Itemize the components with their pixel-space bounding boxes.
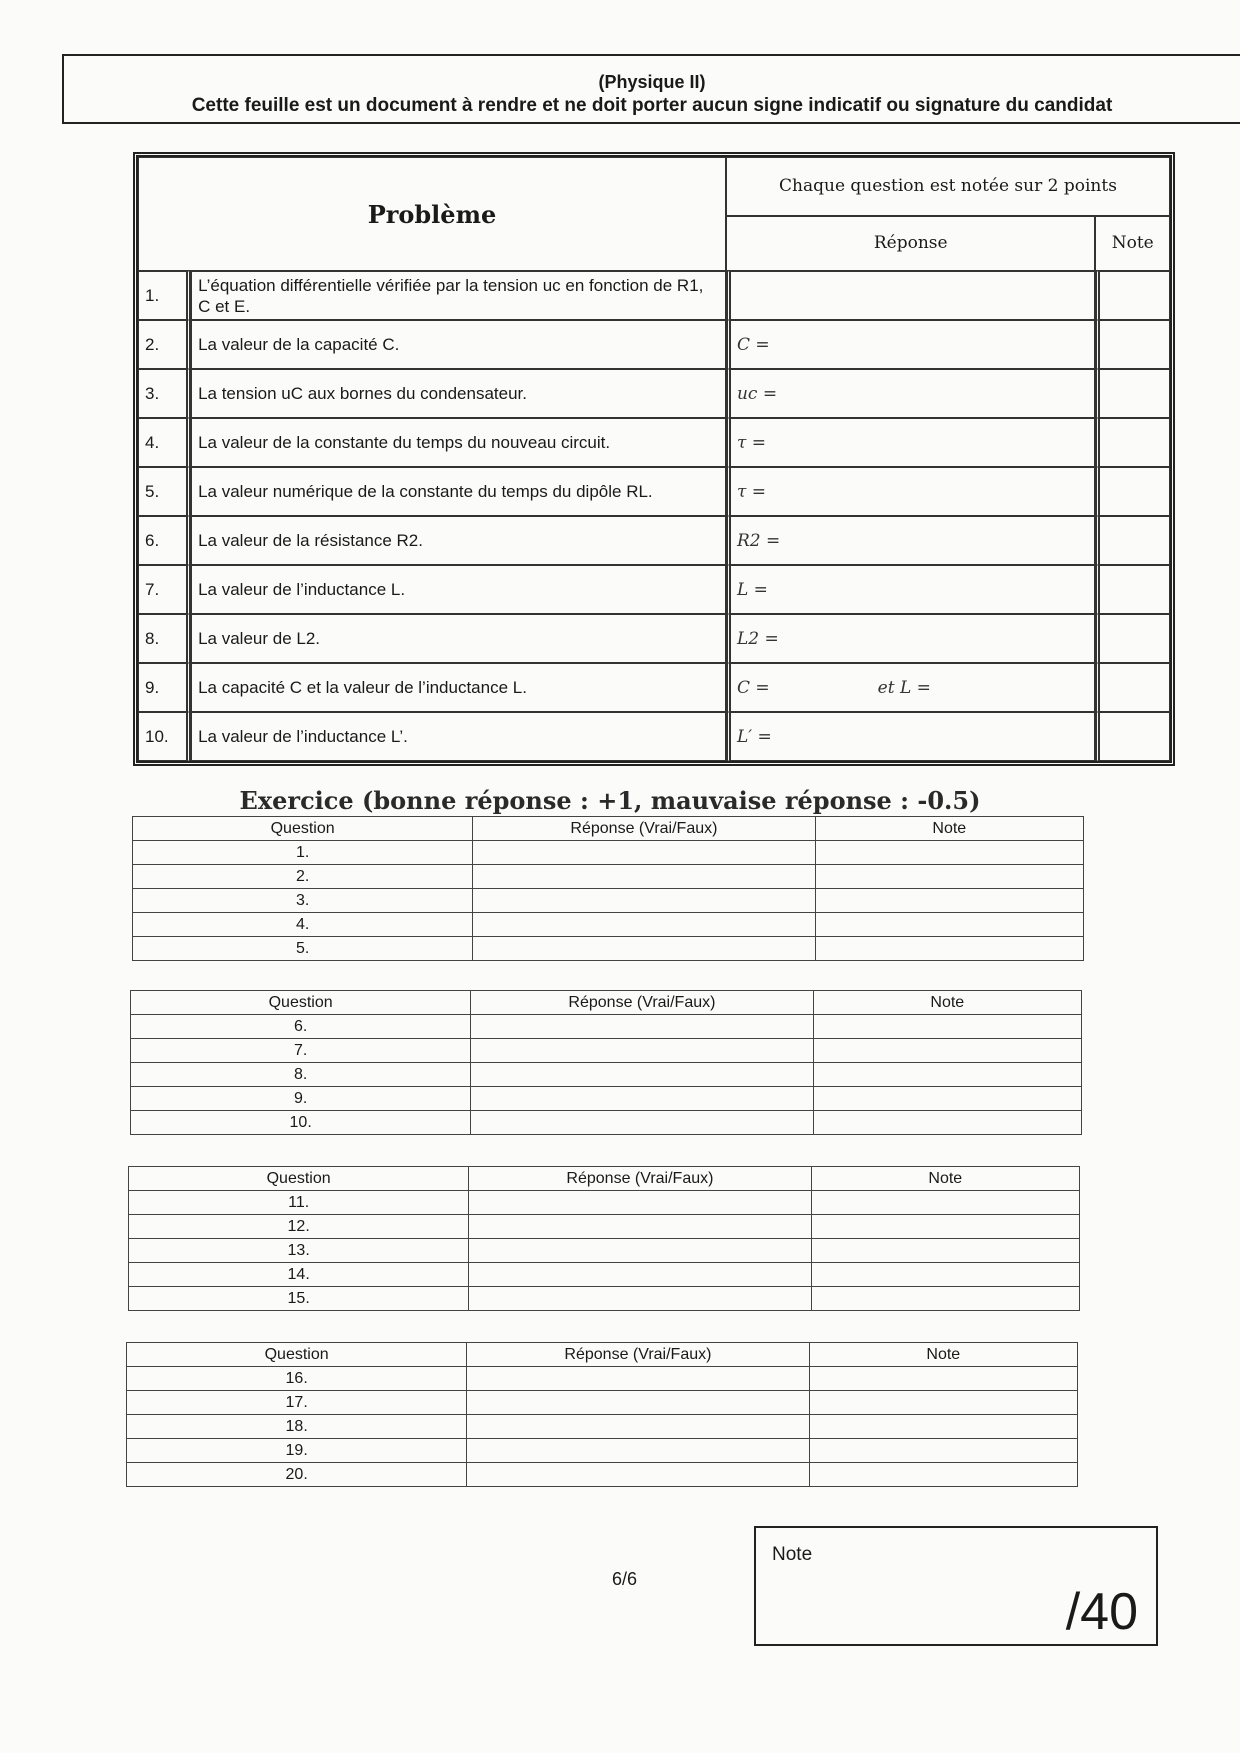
note-cell[interactable] [811, 1287, 1079, 1311]
final-note-box [754, 1526, 1158, 1646]
question-number: 10. [138, 712, 191, 761]
note-cell[interactable] [811, 1239, 1079, 1263]
question-number: 20. [127, 1463, 467, 1487]
note-header: Note [1095, 216, 1170, 271]
response-cell[interactable]: R2 = [726, 516, 1096, 565]
response-cell[interactable] [726, 271, 1096, 320]
note-cell[interactable] [1095, 663, 1170, 712]
exercise-row [131, 1039, 1082, 1063]
question-text: La valeur de L2. [191, 614, 726, 663]
exercise-row [127, 1415, 1078, 1439]
problem-row [138, 418, 1170, 467]
note-cell[interactable] [1095, 418, 1170, 467]
question-number: 7. [138, 565, 191, 614]
response-cell[interactable]: L′ = [726, 712, 1096, 761]
exercise-table [128, 1166, 1080, 1311]
question-number: 18. [127, 1415, 467, 1439]
answer-cell[interactable] [471, 1039, 813, 1063]
answer-cell[interactable] [469, 1191, 811, 1215]
note-cell[interactable] [815, 937, 1083, 961]
answer-cell[interactable] [473, 937, 815, 961]
note-cell[interactable] [1095, 614, 1170, 663]
problem-row [138, 516, 1170, 565]
exercise-row [131, 1111, 1082, 1135]
note-header: Note [811, 1167, 1079, 1191]
problem-row [138, 369, 1170, 418]
answer-cell[interactable] [473, 889, 815, 913]
question-number: 8. [138, 614, 191, 663]
response-cell[interactable]: L = [726, 565, 1096, 614]
problem-row [138, 565, 1170, 614]
header-box [62, 54, 1240, 124]
note-cell[interactable] [813, 1063, 1081, 1087]
question-number: 1. [138, 271, 191, 320]
response-cell[interactable]: uc = [726, 369, 1096, 418]
response-header: Réponse [726, 216, 1096, 271]
note-cell[interactable] [1095, 516, 1170, 565]
answer-cell[interactable] [473, 913, 815, 937]
question-text: La valeur de la constante du temps du nouveau circuit. [191, 418, 726, 467]
exercise-row [129, 1263, 1080, 1287]
note-cell[interactable] [809, 1367, 1077, 1391]
final-score: /40 [1065, 1583, 1138, 1641]
response-cell[interactable]: C = [726, 320, 1096, 369]
question-text: La capacité C et la valeur de l’inductance L. [191, 663, 726, 712]
note-cell[interactable] [815, 889, 1083, 913]
question-number: 13. [129, 1239, 469, 1263]
exercise-row [129, 1239, 1080, 1263]
question-number: 17. [127, 1391, 467, 1415]
exercise-row [131, 1015, 1082, 1039]
exercise-row [131, 1063, 1082, 1087]
scoring-rule: Chaque question est notée sur 2 points [726, 157, 1170, 216]
question-number: 2. [138, 320, 191, 369]
problem-row [138, 712, 1170, 761]
candidate-notice: Cette feuille est un document à rendre et ne doit porter aucun signe indicatif ou signature du candidat [191, 95, 1113, 116]
question-number: 4. [138, 418, 191, 467]
question-number: 6. [138, 516, 191, 565]
question-number: 4. [133, 913, 473, 937]
note-cell[interactable] [1095, 369, 1170, 418]
exercise-row [133, 889, 1084, 913]
note-cell[interactable] [815, 913, 1083, 937]
note-cell[interactable] [1095, 271, 1170, 320]
exercise-header-row [131, 991, 1082, 1015]
note-cell[interactable] [815, 865, 1083, 889]
question-number: 5. [133, 937, 473, 961]
exercise-table [132, 816, 1084, 961]
problem-row [138, 320, 1170, 369]
question-header: Question [131, 991, 471, 1015]
note-cell[interactable] [809, 1439, 1077, 1463]
answer-cell[interactable] [467, 1367, 809, 1391]
answer-cell[interactable] [467, 1463, 809, 1487]
question-number: 12. [129, 1215, 469, 1239]
question-number: 16. [127, 1367, 467, 1391]
question-header: Question [127, 1343, 467, 1367]
note-cell[interactable] [1095, 565, 1170, 614]
response-cell[interactable]: τ = [726, 418, 1096, 467]
answer-cell[interactable] [467, 1415, 809, 1439]
response-header: Réponse (Vrai/Faux) [473, 817, 815, 841]
problem-row [138, 614, 1170, 663]
note-cell[interactable] [809, 1391, 1077, 1415]
subject-title: (Physique II) [598, 72, 706, 92]
exercise-row [131, 1087, 1082, 1111]
exercise-row [129, 1191, 1080, 1215]
answer-cell[interactable] [467, 1391, 809, 1415]
note-cell[interactable] [811, 1191, 1079, 1215]
question-text: La valeur de l’inductance L’. [191, 712, 726, 761]
exercise-row [127, 1367, 1078, 1391]
question-number: 3. [133, 889, 473, 913]
answer-cell[interactable] [471, 1087, 813, 1111]
note-cell[interactable] [813, 1087, 1081, 1111]
note-cell[interactable] [811, 1263, 1079, 1287]
problem-row [138, 663, 1170, 712]
exercise-row [127, 1391, 1078, 1415]
question-number: 5. [138, 467, 191, 516]
question-number: 10. [131, 1111, 471, 1135]
response-header: Réponse (Vrai/Faux) [467, 1343, 809, 1367]
question-text: La valeur numérique de la constante du temps du dipôle RL. [191, 467, 726, 516]
problem-row [138, 271, 1170, 320]
answer-cell[interactable] [471, 1063, 813, 1087]
answer-cell[interactable] [469, 1215, 811, 1239]
exercise-row [133, 841, 1084, 865]
question-number: 8. [131, 1063, 471, 1087]
exercise-header-row [133, 817, 1084, 841]
problem-title: Problème [138, 157, 726, 271]
question-number: 3. [138, 369, 191, 418]
note-cell[interactable] [809, 1463, 1077, 1487]
note-cell[interactable] [809, 1415, 1077, 1439]
answer-cell[interactable] [467, 1439, 809, 1463]
exercise-header-row [129, 1167, 1080, 1191]
note-header: Note [813, 991, 1081, 1015]
note-cell[interactable] [811, 1215, 1079, 1239]
exercise-table [126, 1342, 1078, 1487]
note-cell[interactable] [1095, 712, 1170, 761]
note-cell[interactable] [813, 1039, 1081, 1063]
answer-cell[interactable] [471, 1111, 813, 1135]
question-text: L’équation différentielle vérifiée par la tension uc en fonction de R1, C et E. [191, 271, 726, 320]
question-number: 7. [131, 1039, 471, 1063]
response-cell[interactable]: L2 = [726, 614, 1096, 663]
question-number: 19. [127, 1439, 467, 1463]
response-cell[interactable]: τ = [726, 467, 1096, 516]
question-text: La valeur de l’inductance L. [191, 565, 726, 614]
final-note-label: Note [772, 1544, 813, 1565]
problem-table [133, 152, 1175, 766]
answer-cell[interactable] [473, 865, 815, 889]
question-number: 1. [133, 841, 473, 865]
note-cell[interactable] [815, 841, 1083, 865]
response-header: Réponse (Vrai/Faux) [469, 1167, 811, 1191]
exercise-row [133, 937, 1084, 961]
question-text: La tension uC aux bornes du condensateur. [191, 369, 726, 418]
exercise-row [127, 1439, 1078, 1463]
question-number: 15. [129, 1287, 469, 1311]
answer-cell[interactable] [473, 841, 815, 865]
exercise-row [129, 1215, 1080, 1239]
problem-row [138, 467, 1170, 516]
question-number: 2. [133, 865, 473, 889]
question-text: La valeur de la résistance R2. [191, 516, 726, 565]
question-number: 6. [131, 1015, 471, 1039]
answer-cell[interactable] [469, 1287, 811, 1311]
note-cell[interactable] [1095, 467, 1170, 516]
note-cell[interactable] [813, 1111, 1081, 1135]
exercise-row [133, 913, 1084, 937]
question-header: Question [133, 817, 473, 841]
exercise-table [130, 990, 1082, 1135]
exercise-title: Exercice (bonne réponse : +1, mauvaise réponse : -0.5) [239, 786, 981, 815]
question-number: 14. [129, 1263, 469, 1287]
answer-cell[interactable] [471, 1015, 813, 1039]
note-header: Note [809, 1343, 1077, 1367]
answer-cell[interactable] [469, 1263, 811, 1287]
question-text: La valeur de la capacité C. [191, 320, 726, 369]
exercise-header-row [127, 1343, 1078, 1367]
question-number: 11. [129, 1191, 469, 1215]
answer-cell[interactable] [469, 1239, 811, 1263]
note-header: Note [815, 817, 1083, 841]
question-number: 9. [138, 663, 191, 712]
exercise-row [129, 1287, 1080, 1311]
exercise-row [133, 865, 1084, 889]
note-cell[interactable] [1095, 320, 1170, 369]
response-header: Réponse (Vrai/Faux) [471, 991, 813, 1015]
question-number: 9. [131, 1087, 471, 1111]
page-number: 6/6 [612, 1569, 638, 1589]
response-cell[interactable]: C = et L = [726, 663, 1096, 712]
note-cell[interactable] [813, 1015, 1081, 1039]
question-header: Question [129, 1167, 469, 1191]
exercise-row [127, 1463, 1078, 1487]
